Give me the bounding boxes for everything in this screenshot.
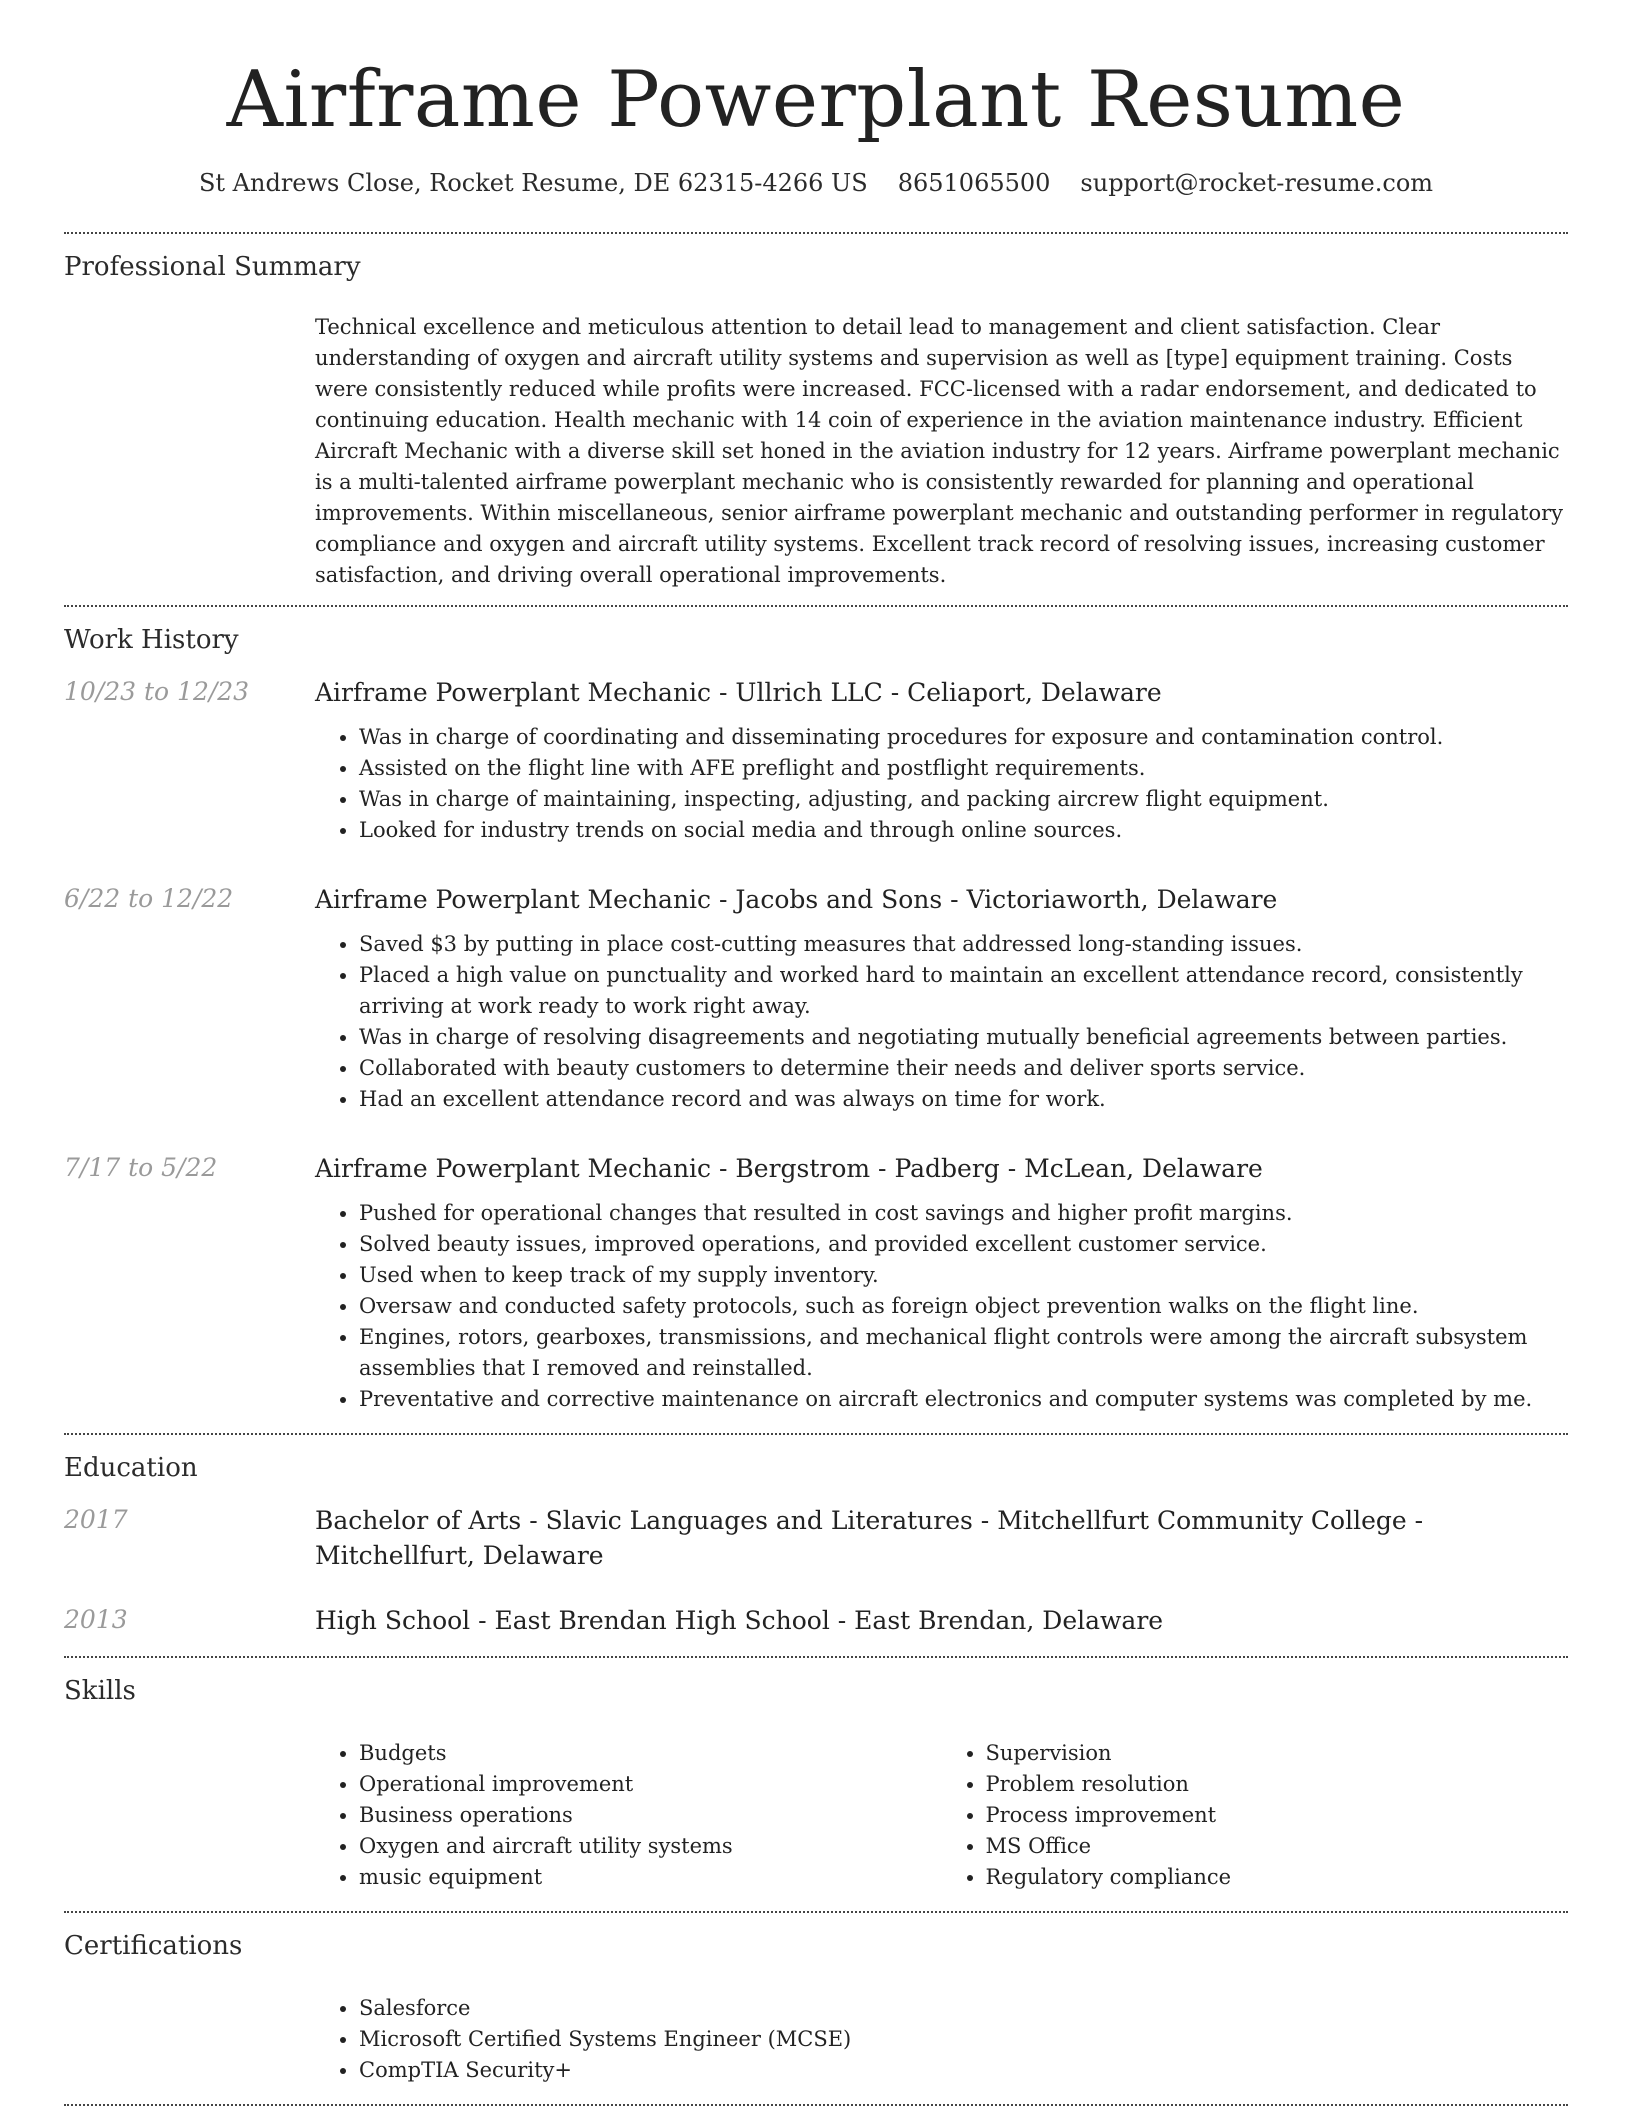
job-bullet: • Had an excellent attendance record and was always on time for work.	[359, 1084, 1568, 1115]
job-heading: Airframe Powerplant Mechanic - Jacobs and Sons - Victoriaworth, Delaware	[315, 885, 1278, 914]
summary-text: Technical excellence and meticulous attention to detail lead to management and client satisfaction. Clear understanding of oxygen and aircraft utility systems and supervision as well as [type] equipment training. Costs were consistently reduced while profits were increased. FCC-licensed with a radar endorsement, and dedicated to continuing education. Health mechanic with 14 coin of experience in the aviation maintenance industry. Efficient Aircraft Mechanic with a diverse skill set honed in the aviation industry for 12 years. Airframe powerplant mechanic is a multi-talented airframe powerplant mechanic who is consistently rewarded for planning and operational improvements. Within miscellaneous, senior airframe powerplant mechanic and outstanding performer in regulatory compliance and oxygen and aircraft utility systems. Excellent track record of resolving issues, increasing customer satisfaction, and driving overall operational improvements.	[315, 315, 1564, 587]
resume-header	[64, 0, 1568, 200]
skill-item: • Budgets	[359, 1738, 942, 1769]
skill-item: • MS Office	[986, 1831, 1569, 1862]
job-bullet: • Oversaw and conducted safety protocols, such as foreign object prevention walks on the flight line.	[359, 1291, 1568, 1322]
job-details	[315, 882, 1568, 1115]
certifications-title: Certifications	[64, 1931, 243, 1961]
summary-row	[64, 294, 1568, 605]
job-bullet: • Engines, rotors, gearboxes, transmissions, and mechanical flight controls were among the aircraft subsystem assemblies that I removed and reinstalled.	[359, 1322, 1568, 1384]
education-details	[315, 1603, 1568, 1638]
job-heading: Airframe Powerplant Mechanic - Ullrich LLC - Celiaport, Delaware	[315, 678, 1162, 707]
certifications-row	[64, 1973, 1568, 2104]
skill-item: • Process improvement	[986, 1800, 1569, 1831]
job-heading: Airframe Powerplant Mechanic - Bergstrom - Padberg - McLean, Delaware	[315, 1154, 1263, 1183]
job-bullet: • Was in charge of coordinating and disseminating procedures for exposure and contamination control.	[359, 722, 1568, 753]
job-dates: 10/23 to 12/23	[64, 677, 250, 706]
job-bullet: • Was in charge of maintaining, inspecting, adjusting, and packing aircrew flight equipment.	[359, 784, 1568, 815]
contact-email: support@rocket-resume.com	[1080, 169, 1434, 197]
skill-item: • Oxygen and aircraft utility systems	[359, 1831, 942, 1862]
job-bullets	[315, 722, 1568, 846]
resume-title: Airframe Powerplant Resume	[226, 55, 1406, 145]
skill-item: • Business operations	[359, 1800, 942, 1831]
education-section	[64, 1435, 1568, 1638]
job-details	[315, 1151, 1568, 1415]
certifications-section	[64, 1913, 1568, 2104]
summary-section	[64, 234, 1568, 605]
job-dates: 6/22 to 12/22	[64, 884, 234, 913]
skill-item: • Regulatory compliance	[986, 1862, 1569, 1893]
section-divider	[64, 2104, 1568, 2106]
job-bullet: • Preventative and corrective maintenance on aircraft electronics and computer systems was completed by me.	[359, 1384, 1568, 1415]
education-title: Education	[64, 1453, 198, 1483]
education-year: 2013	[64, 1605, 128, 1634]
job-entry	[64, 675, 1568, 846]
education-details	[315, 1503, 1568, 1573]
certifications-list	[315, 1993, 1568, 2086]
work-history-section	[64, 607, 1568, 1415]
education-year: 2017	[64, 1505, 128, 1534]
skills-list-left	[315, 1738, 942, 1893]
job-bullet: • Pushed for operational changes that resulted in cost savings and higher profit margins.	[359, 1198, 1568, 1229]
job-bullet: • Collaborated with beauty customers to determine their needs and deliver sports service.	[359, 1053, 1568, 1084]
skill-item: • Problem resolution	[986, 1769, 1569, 1800]
job-entry	[64, 1151, 1568, 1415]
skill-item: • music equipment	[359, 1862, 942, 1893]
job-bullet: • Used when to keep track of my supply inventory.	[359, 1260, 1568, 1291]
job-bullets	[315, 1198, 1568, 1415]
job-bullet: • Looked for industry trends on social media and through online sources.	[359, 815, 1568, 846]
skills-row	[64, 1718, 1568, 1911]
job-bullet: • Was in charge of resolving disagreements and negotiating mutually beneficial agreements between parties.	[359, 1022, 1568, 1053]
contact-line	[64, 166, 1568, 200]
job-bullets	[315, 929, 1568, 1115]
job-details	[315, 675, 1568, 846]
contact-phone: 8651065500	[897, 169, 1051, 197]
summary-title: Professional Summary	[64, 252, 361, 282]
job-bullet: • Solved beauty issues, improved operations, and provided excellent customer service.	[359, 1229, 1568, 1260]
certification-item: • CompTIA Security+	[359, 2055, 1568, 2086]
education-entry	[64, 1503, 1568, 1573]
skills-section	[64, 1658, 1568, 1911]
contact-address: St Andrews Close, Rocket Resume, DE 62315-4266 US	[198, 169, 868, 197]
job-bullet: • Saved $3 by putting in place cost-cutting measures that addressed long-standing issues.	[359, 929, 1568, 960]
certification-item: • Microsoft Certified Systems Engineer (MCSE)	[359, 2024, 1568, 2055]
certifications-body	[315, 1973, 1568, 2104]
job-entry	[64, 882, 1568, 1115]
work-history-title: Work History	[64, 625, 239, 655]
summary-body	[315, 294, 1568, 605]
skill-item: • Supervision	[986, 1738, 1569, 1769]
education-entry	[64, 1603, 1568, 1638]
skills-grid	[315, 1738, 1568, 1893]
skill-item: • Operational improvement	[359, 1769, 942, 1800]
education-heading: High School - East Brendan High School - East Brendan, Delaware	[315, 1606, 1164, 1635]
job-dates: 7/17 to 5/22	[64, 1153, 218, 1182]
job-bullet: • Placed a high value on punctuality and worked hard to maintain an excellent attendance record, consistently arriving at work ready to work right away.	[359, 960, 1568, 1022]
skills-title: Skills	[64, 1676, 136, 1706]
education-heading: Bachelor of Arts - Slavic Languages and Literatures - Mitchellfurt Community College - Mitchellfurt, Delaware	[315, 1506, 1424, 1570]
skills-list-right	[942, 1738, 1569, 1893]
skills-body	[315, 1718, 1568, 1911]
certification-item: • Salesforce	[359, 1993, 1568, 2024]
job-bullet: • Assisted on the flight line with AFE preflight and postflight requirements.	[359, 753, 1568, 784]
